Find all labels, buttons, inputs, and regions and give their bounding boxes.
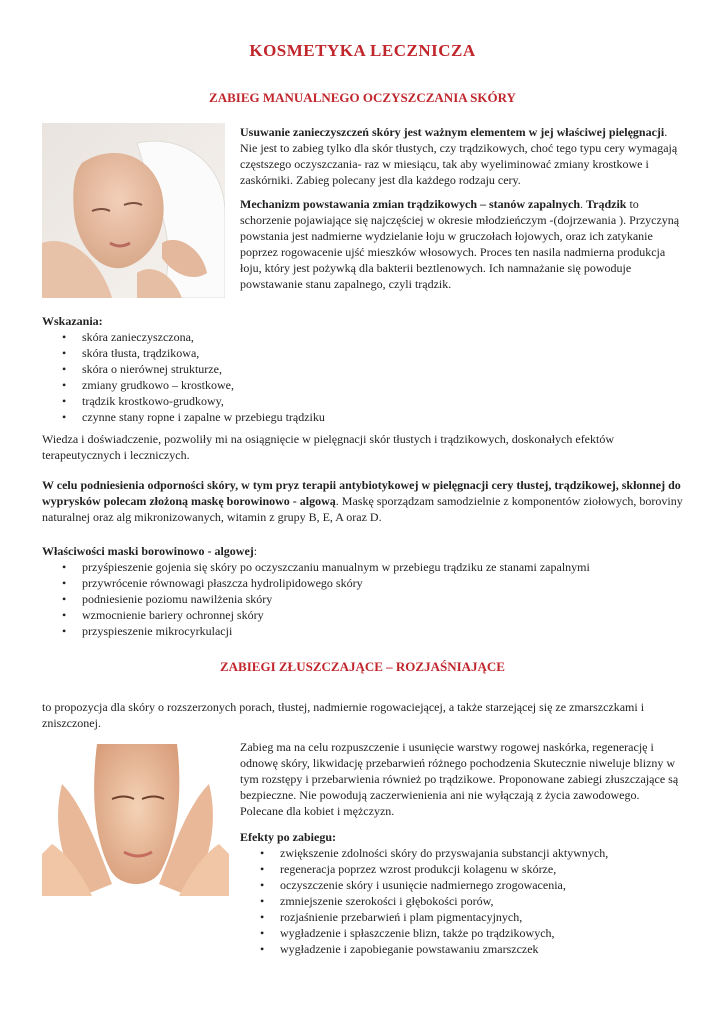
list-item: • skóra zanieczyszczona, <box>42 329 682 345</box>
facial-treatment-photo <box>42 123 225 298</box>
list-item: • skóra o nierównej strukturze, <box>42 361 682 377</box>
list-item: • wygładzenie i zapobieganie powstawaniu zmarszczek <box>240 941 680 957</box>
face-massage-photo <box>42 744 229 896</box>
acne-term: Trądzik <box>586 197 627 211</box>
paragraph-peeling-description: Zabieg ma na celu rozpuszczenie i usunięcie warstwy rogowej naskórka, regenerację i odnowę skóry, likwidację przebarwień różnego pochodzenia Skutecznie niweluje blizny w tym rozstępy i przebarwienia również po trądzikowe. Proponowane zabiegi złuszczające są bezpieczne. Nie powodują zaczerwienienia ani nie wyłączają z życia zawodowego. Polecane dla kobiet i mężczyzn. <box>240 740 679 818</box>
mask-body: . Maskę sporządzam samodzielnie z komponentów ziołowych, boroviny naturalnej oraz alg mikronizowanych, witamin z grupy B, E, A oraz D. <box>42 494 683 524</box>
mask-properties-label: Właściwości maski borowinowo - algowej <box>42 544 254 558</box>
list-item: • skóra tłusta, trądzikowa, <box>42 345 682 361</box>
mask-lead: W celu podniesienia odporności skóry, w tym pryz terapii antybiotykowej w pielęgnacji cery tłustej, trądzikowej, skłonnej do wyprysków polecam złożoną maskę borowinowo - algową <box>42 478 681 508</box>
list-item: • wzmocnienie bariery ochronnej skóry <box>42 607 687 623</box>
list-item: • przyśpieszenie gojenia się skóry po oczyszczaniu manualnym w przebiegu trądziku ze stanami zapalnymi <box>42 559 687 575</box>
mask-properties-block <box>42 543 687 639</box>
list-item: • czynne stany ropne i zapalne w przebiegu trądziku <box>42 409 682 425</box>
page-title: KOSMETYKA LECZNICZA <box>249 41 476 60</box>
paragraph-peeling-intro: to propozycja dla skóry o rozszerzonych porach, tłustej, nadmiernie rogowaciejącej, a także starzejącej się ze zmarszczkami i zniszczonej. <box>42 700 645 730</box>
paragraph-cleaning <box>240 124 680 188</box>
list-item: • oczyszczenie skóry i usunięcie nadmiernego zrogowacenia, <box>240 877 680 893</box>
list-item: • regeneracja poprzez wzrost produkcji kolagenu w skórze, <box>240 861 680 877</box>
effects-label: Efekty po zabiegu: <box>240 830 336 844</box>
section1-heading: ZABIEG MANUALNEGO OCZYSZCZANIA SKÓRY <box>209 90 516 105</box>
section2-heading: ZABIEGI ZŁUSZCZAJĄCE – ROZJAŚNIAJĄCE <box>220 659 505 674</box>
acne-mechanism-sep: . <box>580 197 587 211</box>
indications-block <box>42 313 682 425</box>
paragraph-cleaning-body: . Nie jest to zabieg tylko dla skór tłustych, czy trądzikowych, choć tego typu cery wymagają częstszego oczyszczania- raz w miesiącu, tak aby wyeliminować zmiany krostkowe i zaskórniki. Zabieg polecany jest dla każdego rodzaju cery. <box>240 125 678 187</box>
effects-block <box>240 829 680 957</box>
section1-text <box>240 124 680 292</box>
effects-list <box>240 845 680 957</box>
indications-list <box>42 329 682 425</box>
paragraph-knowledge: Wiedza i doświadczenie, pozwoliły mi na osiągnięcie w pielęgnacji skór tłustych i trądzikowych, doskonałych efektów terapeutycznych i leczniczych. <box>42 432 615 462</box>
list-item: • przywrócenie równowagi płaszcza hydrolipidowego skóry <box>42 575 687 591</box>
list-item: • trądzik krostkowo-grudkowy, <box>42 393 682 409</box>
list-item: • zmiany grudkowo – krostkowe, <box>42 377 682 393</box>
mask-properties-list <box>42 559 687 639</box>
list-item: • podniesienie poziomu nawilżenia skóry <box>42 591 687 607</box>
list-item: • rozjaśnienie przebarwień i plam pigmentacyjnych, <box>240 909 680 925</box>
list-item: • zmniejszenie szerokości i głębokości porów, <box>240 893 680 909</box>
paragraph-cleaning-lead: Usuwanie zanieczyszczeń skóry jest ważnym elementem w jej właściwej pielęgnacji <box>240 125 665 139</box>
paragraph-acne-mechanism <box>240 196 680 292</box>
list-item: • przyspieszenie mikrocyrkulacji <box>42 623 687 639</box>
paragraph-mask <box>42 477 687 525</box>
indications-label: Wskazania: <box>42 314 103 328</box>
list-item: • zwiększenie zdolności skóry do przyswajania substancji aktywnych, <box>240 845 680 861</box>
label-colon: : <box>253 544 258 558</box>
list-item: • wygładzenie i spłaszczenie blizn, także po trądzikowych, <box>240 925 680 941</box>
acne-mechanism-lead: Mechanizm powstawania zmian trądzikowych – stanów zapalnych <box>240 197 581 211</box>
acne-mechanism-body: to schorzenie pojawiające się najczęściej w okresie młodzieńczym -(dojrzewania ). Przyczyną powstania jest nadmierne wydzielanie łoju w gruczołach łojowych, oraz ich zatykanie poprzez rogowacenie ujść mieszków włosowych. Proces ten nasila nadmierna produkcja łoju, który jest pożywką dla bakterii beztlenowych. Ich namnażanie się powoduje powstawanie stanu zapalnego, czyli trądzik. <box>240 197 680 291</box>
